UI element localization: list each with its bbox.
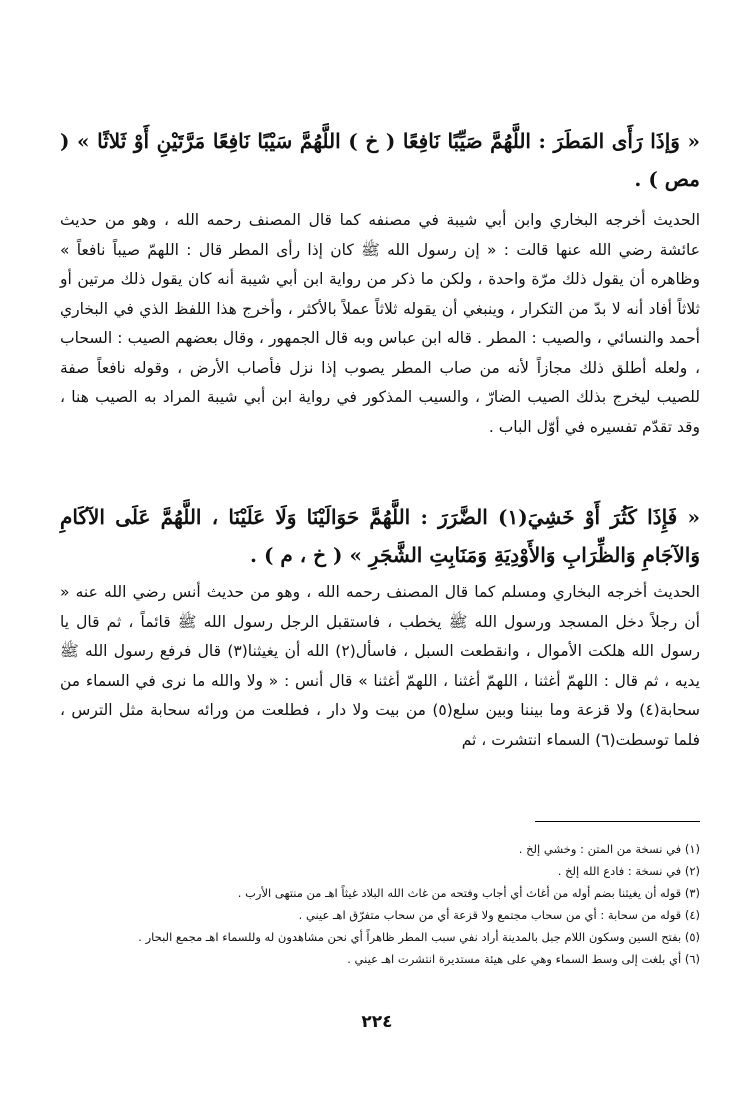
commentary-paragraph-1: الحديث أخرجه البخاري وابن أبي شيبة في مصنفه كما قال المصنف رحمه الله ، وهو من حديث عائشة رضي الله عنها قالت : « إن رسول الله ﷺ كان إذا رأى المطر قال : اللهمّ صيباً نافعاً » وظاهره أن يقول ذلك مرّة واحدة ، ولكن ما ذكر من رواية ابن أبي شيبة أنه كان يقول ذلك مرتين أو ثلاثاً أفاد أنه لا بدّ من التكرار ، وينبغي أن يقوله ثلاثاً عملاً بالأكثر ، وأخرج هذا اللفظ الذي في البخاري أحمد والنسائي ، والصيب : المطر . قاله ابن عباس وبه قال الجمهور ، وقال بعضهم الصيب : السحاب ، ولعله أطلق ذلك مجازاً لأنه من صاب المطر يصوب إذا نزل فأصاب الأرض ، وقوله نافعاً صفة للصيب ليخرج بذلك الصيب الضارّ ، والسيب المذكور في رواية ابن أبي شيبة المراد به الصيب هنا ، وقد تقدّم تفسيره في أوّل الباب . [60, 211, 700, 436]
hadith-heading-excess-rain: « فَإِذَا كَثُرَ أَوْ خَشِيَ(١) الضَّرَرَ : اللَّهُمَّ حَوَالَيْنَا وَلَا عَلَيْنَا ، اللَّهُمَّ عَلَى الآكَامِ وَالآجَامِ وَالظِّرَابِ وَالأَوْدِيَةِ وَمَنَابِتِ الشَّجَرِ » ( خ ، م ) . [60, 505, 700, 567]
commentary-paragraph-2: الحديث أخرجه البخاري ومسلم كما قال المصنف رحمه الله ، وهو من حديث أنس رضي الله عنه « أن رجلاً دخل المسجد ورسول الله ﷺ يخطب ، فاستقبل الرجل رسول الله ﷺ قائماً ، ثم قال يا رسول الله هلكت الأموال ، وانقطعت السبل ، فاسأل(٢) الله أن يغيثنا(٣) قال فرفع رسول الله ﷺ يديه ، ثم قال : اللهمّ أغثنا ، اللهمّ أغثنا ، اللهمّ أغثنا » قال أنس : « ولا والله ما نرى في السماء من سحابة(٤) ولا قزعة وما بيننا وبين سلع(٥) من بيت ولا دار ، فطلعت من ورائه سحابة مثل الترس ، فلما توسطت(٦) السماء انتشرت ، ثم [60, 583, 701, 749]
hadith-heading-rain: « وَإذَا رَأَى المَطَرَ : اللَّهُمَّ صَيِّبًا نَافِعًا ( خ ) اللَّهُمَّ سَيْبًا نَافِعًا مَرَّتَيْنِ أَوْ ثَلاثًا » ( مص ) . [60, 129, 700, 191]
footnotes-list [60, 838, 700, 970]
footnote-item: (٦) أي بلغت إلى وسط السماء وهي على هيئة مستديرة انتشرت اهـ عيني . [347, 952, 700, 966]
footnote-item: (١) في نسخة من المتن : وخشي إلخ . [518, 842, 700, 856]
footnote-item: (٢) في نسخة : فادع الله إلخ . [557, 864, 700, 878]
page-number: ٢٢٤ [361, 1012, 393, 1032]
footnote-item: (٤) قوله من سحابة : أي من سحاب مجتمع ولا قزعة أي من سحاب متفرّق اهـ عيني . [298, 908, 700, 922]
footnote-item: (٥) بفتح السين وسكون اللام جبل بالمدينة أراد نفي سبب المطر ظاهراً أي نحن مشاهدون له وللسماء اهـ مجمع البحار . [138, 930, 700, 944]
footnote-item: (٣) قوله أن يغيثنا بضم أوله من أغاث أي أجاب وفتحه من غاث الله البلاد غيثاً اهـ من منتهى الأرب . [237, 886, 700, 900]
footnote-separator [535, 821, 700, 822]
